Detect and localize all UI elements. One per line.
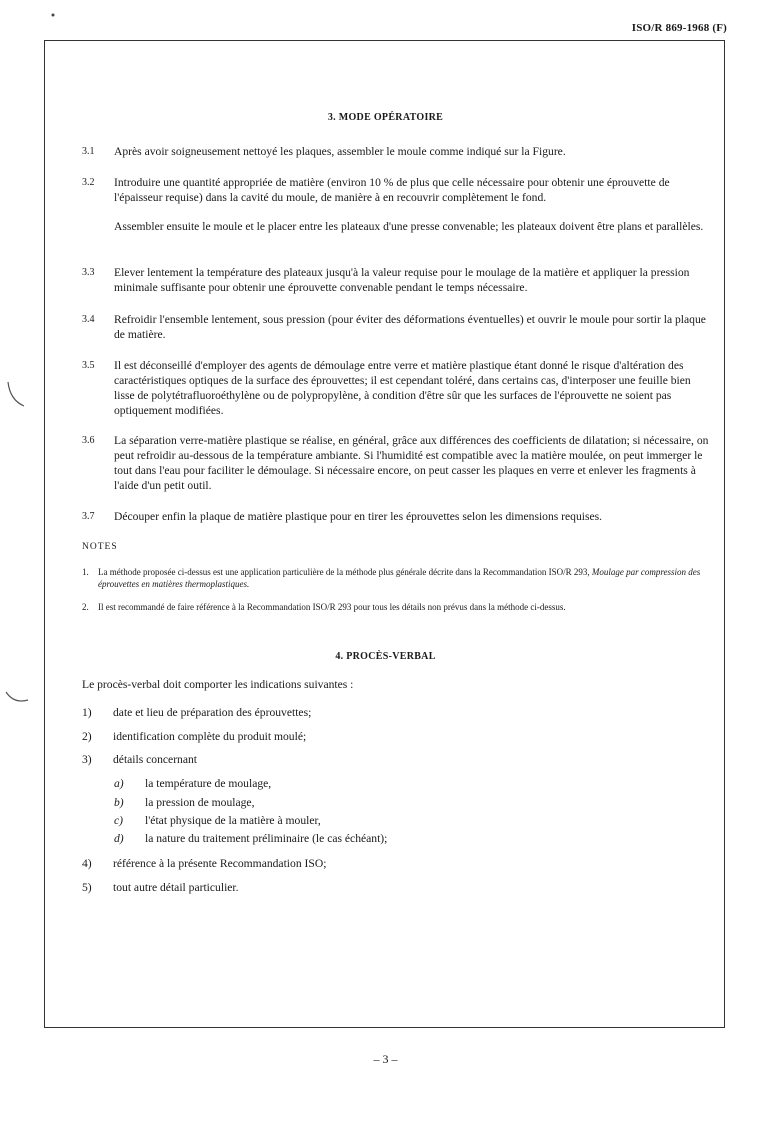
sub-list-item-text: la nature du traitement préliminaire (le cas échéant); — [145, 832, 388, 845]
clause-3-5 — [82, 358, 712, 418]
clause-text: Elever lentement la température des plateaux jusqu'à la valeur requise pour le moulage de la matière et appliquer la pression minimale suffisante pour obtenir une éprouvette convenable pendant le temps nécessaire. — [114, 266, 690, 294]
clause-text: La séparation verre-matière plastique se réalise, en général, grâce aux différences des coefficients de dilatation; si nécessaire, on peut refroidir au-dessous de la température ambiante. Si l'humidité est compatible avec la matière moulée, on peut immerger le tout dans l'eau pour faciliter le démoulage. Si nécessaire encore, on peut casser les plaques en verre et enlever les fragments à l'aide d'un petit outil. — [114, 434, 709, 492]
list-item-text: référence à la présente Recommandation ISO; — [113, 857, 327, 870]
note-text-italic: Moulage par compression des éprouvettes en matières thermoplastiques. — [98, 567, 701, 589]
sub-list-item-letter: b) — [114, 796, 124, 809]
report-intro: Le procès-verbal doit comporter les indications suivantes : — [82, 678, 354, 691]
scan-mark — [4, 688, 30, 708]
clause-text: Refroidir l'ensemble lentement, sous pression (pour éviter des déformations éventuelles) et ouvrir le moule pour sortir la plaque de matière. — [114, 313, 706, 341]
list-item-number: 2) — [82, 730, 92, 743]
list-item-number: 1) — [82, 706, 92, 719]
note-text — [98, 566, 714, 590]
document-reference: ISO/R 869-1968 (F) — [631, 22, 727, 34]
note-number: 2. — [82, 602, 89, 612]
sub-list-item-letter: c) — [114, 814, 124, 827]
list-item-text: tout autre détail particulier. — [113, 881, 239, 894]
clause-number: 3.5 — [82, 360, 95, 371]
clause-text: Il est déconseillé d'employer des agents de démoulage entre verre et matière plastique étant donné le risque d'altération des caractéristiques optiques de la surface des éprouvettes; il est cependant toléré, dans certains cas, d'interposer une feuille bien lisse de polytétrafluoroéthylène ou de polypropylène, à condition d'être sûr que les surfaces de l'éprouvette ne soient pas optiquement modifiées. — [114, 359, 691, 417]
notes-title: NOTES — [82, 542, 118, 552]
clause-number: 3.2 — [82, 177, 95, 188]
sub-list-item-text: la pression de moulage, — [145, 796, 255, 809]
clause-text: Après avoir soigneusement nettoyé les plaques, assembler le moule comme indiqué sur la Figure. — [114, 145, 566, 158]
list-item-number: 3) — [82, 753, 92, 766]
clause-3-4 — [82, 312, 712, 342]
note-1 — [82, 566, 714, 590]
clause-number: 3.7 — [82, 511, 95, 522]
clause-3-7 — [82, 509, 712, 524]
clause-text: Introduire une quantité appropriée de matière (environ 10 % de plus que celle nécessaire pour obtenir une éprouvette de l'épaisseur requise) dans la cavité du moule, de manière à en recouvrir complètement le fond. — [114, 176, 670, 204]
scan-mark — [50, 12, 56, 18]
clause-3-2-paragraph: Assembler ensuite le moule et le placer entre les plateaux d'une presse convenable; les plateaux doivent être plans et parallèles. — [114, 220, 704, 233]
list-item-text: détails concernant — [113, 753, 198, 766]
note-2 — [82, 601, 714, 613]
clause-3-6 — [82, 433, 712, 493]
note-text-plain: La méthode proposée ci-dessus est une application particulière de la méthode plus générale décrite dans la Recommandation ISO/R 293, — [98, 567, 590, 577]
section-title: 3. MODE OPÉRATOIRE — [327, 112, 444, 123]
page-number: – 3 – — [373, 1052, 398, 1066]
list-item-number: 5) — [82, 881, 92, 894]
clause-text: Découper enfin la plaque de matière plastique pour en tirer les éprouvettes selon les dimensions requises. — [114, 510, 603, 523]
clause-number: 3.3 — [82, 267, 95, 278]
sub-list-item-text: l'état physique de la matière à mouler, — [145, 814, 321, 827]
list-item-text: identification complète du produit moulé; — [113, 730, 307, 743]
clause-3-2 — [82, 175, 712, 205]
note-number: 1. — [82, 567, 89, 577]
sub-list-item-text: la température de moulage, — [145, 777, 272, 790]
section-title: 4. PROCÈS-VERBAL — [335, 651, 436, 662]
clause-3-1 — [82, 144, 712, 159]
list-item-text: date et lieu de préparation des éprouvettes; — [113, 706, 312, 719]
sub-list-item-letter: d) — [114, 832, 124, 845]
clause-number: 3.4 — [82, 314, 95, 325]
list-item-number: 4) — [82, 857, 92, 870]
clause-number: 3.1 — [82, 146, 95, 157]
scan-mark — [4, 380, 26, 410]
clause-number: 3.6 — [82, 435, 95, 446]
note-text: Il est recommandé de faire référence à la Recommandation ISO/R 293 pour tous les détails non prévus dans la méthode ci-dessus. — [98, 602, 566, 612]
sub-list-item-letter: a) — [114, 777, 124, 790]
clause-3-3 — [82, 265, 712, 295]
